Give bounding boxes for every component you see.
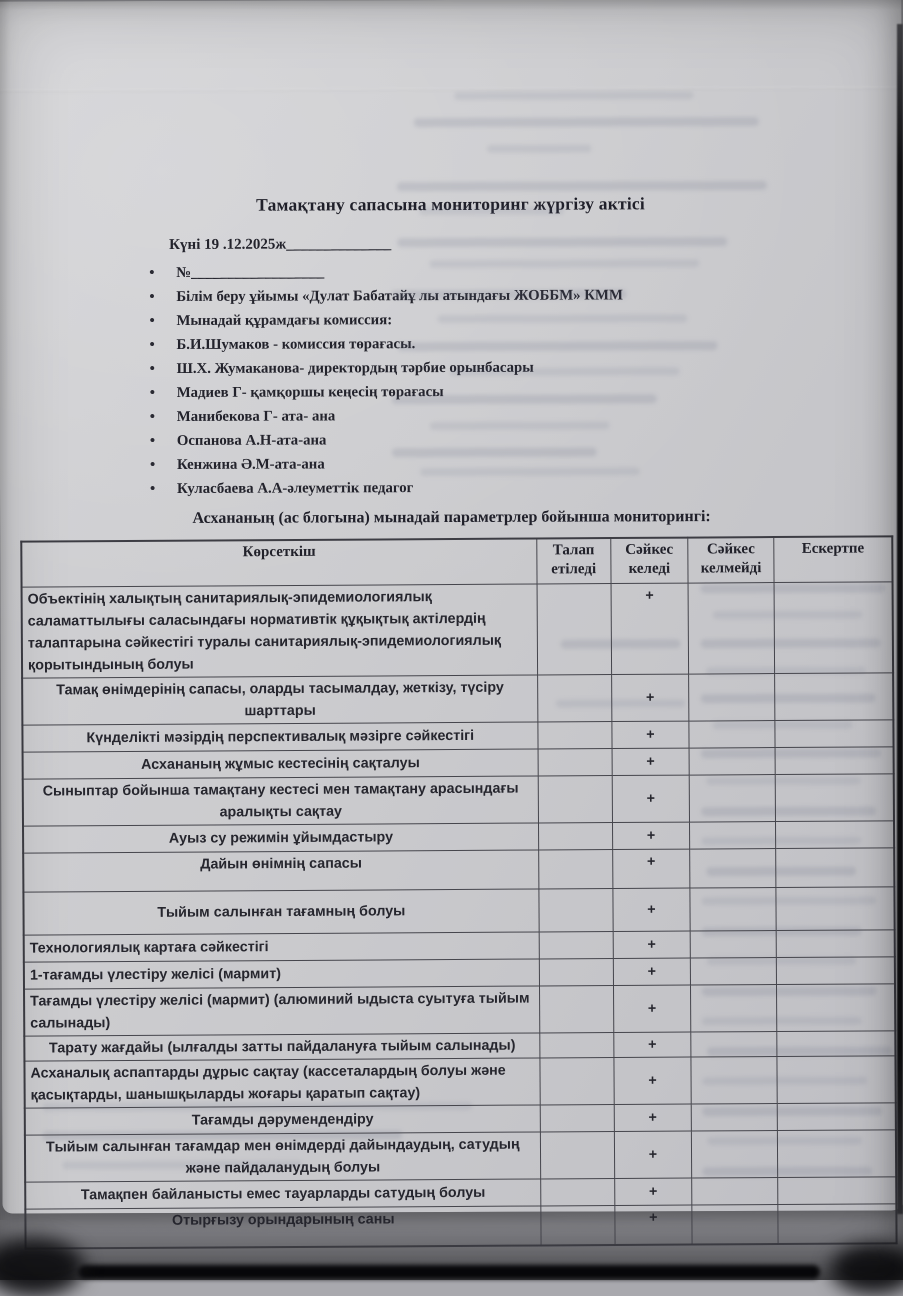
cell-not-conforms: [692, 1178, 778, 1206]
cell-indicator: Тағамды дәрумендендіру: [25, 1105, 540, 1135]
cell-not-conforms: [690, 958, 776, 986]
bleedthrough-artifact: [397, 181, 767, 191]
table-row: [23, 774, 894, 826]
cell-conforms: +: [612, 849, 689, 888]
table-row: [23, 887, 894, 935]
bullet-icon: •: [149, 385, 155, 402]
cell-indicator: Тыйым салынған тағамдар мен өнімдерді дайындаудың, сатудың және пайдаланудың болуы: [25, 1132, 540, 1182]
cell-not-conforms: [691, 1032, 777, 1058]
table-row: [24, 984, 895, 1036]
cell-required: [540, 1132, 614, 1179]
list-item: [149, 258, 902, 285]
cell-indicator: Тарату жағдайы (ылғалды затты пайдалануға тыйым салынады): [24, 1033, 539, 1061]
cell-required: [539, 1033, 613, 1058]
cell-note: [776, 887, 895, 931]
list-item: [149, 282, 902, 309]
column-header-not-conforms: Сәйкес келмейді: [688, 537, 774, 583]
cell-required: [538, 722, 612, 749]
bullet-icon: •: [149, 457, 156, 474]
list-item-text: Оспанова А.Н-ата-ана: [176, 432, 327, 449]
list-item-text: Ш.Х. Жумаканова- директордың тәрбие орынбасары: [176, 359, 534, 377]
cell-note: [777, 1056, 896, 1104]
list-item-text: Кенжина Ә.М-ата-ана: [176, 456, 325, 473]
cell-note: [776, 848, 895, 888]
table-header-row: [21, 536, 892, 587]
cell-indicator: 1-тағамды үлестіру желісі (мармит): [24, 959, 539, 989]
cell-required: [538, 823, 612, 850]
bullet-icon: •: [149, 337, 155, 354]
cell-required: [538, 749, 612, 776]
cell-required: [539, 932, 613, 959]
cell-indicator: Отырғызу орындарының саны: [25, 1206, 540, 1249]
cell-required: [540, 1179, 614, 1206]
list-item: [150, 450, 903, 477]
cell-conforms: +: [615, 1205, 692, 1245]
cell-not-conforms: [689, 674, 775, 722]
list-item-text: №__________________: [176, 264, 325, 281]
cell-indicator: Тамақпен байланысты емес тауарларды сатудың болуы: [25, 1179, 540, 1209]
list-item: [150, 378, 903, 405]
bleedthrough-artifact: [414, 117, 759, 127]
cell-conforms: +: [613, 931, 690, 958]
cell-conforms: +: [611, 583, 689, 674]
cell-not-conforms: [691, 1131, 777, 1179]
bullet-icon: •: [149, 481, 156, 498]
list-item-text: Мынадай құрамдағы комиссия:: [176, 312, 393, 329]
table-row: [22, 582, 894, 678]
bullet-icon: •: [149, 289, 155, 306]
cell-conforms: +: [615, 1178, 692, 1205]
cell-required: [540, 1105, 614, 1132]
cell-note: [774, 582, 893, 674]
table-row: [24, 1056, 895, 1108]
bullet-icon: •: [149, 313, 155, 330]
cell-required: [539, 959, 613, 986]
cell-conforms: +: [614, 1104, 691, 1131]
cell-conforms: +: [614, 1057, 691, 1104]
cell-indicator: Күнделікті мәзірдің перспективалық мәзірге сәйкестігі: [22, 722, 537, 752]
cell-note: [775, 720, 893, 748]
cell-required: [541, 1206, 615, 1246]
cell-not-conforms: [689, 775, 775, 823]
list-item-text: Мадиев Г- қамқоршы кеңесің төрағасы: [176, 384, 444, 401]
date-line: Күні 19 .12.2025ж______________: [169, 236, 392, 253]
bottom-edge-artifact: [78, 1265, 820, 1279]
list-item: [149, 330, 902, 357]
cell-indicator: Тамақ өнімдерінің сапасы, оларды тасымалдау, жеткізу, түсіру шарттары: [22, 675, 537, 725]
cell-not-conforms: [690, 985, 776, 1033]
bullet-icon: •: [149, 361, 155, 378]
table-row: [23, 848, 894, 892]
cell-conforms: +: [612, 748, 689, 775]
cell-not-conforms: [691, 1104, 777, 1132]
column-header-conforms: Сәйкес келеді: [611, 538, 688, 584]
list-item-text: Б.И.Шумаков - комиссия төрағасы.: [176, 336, 416, 353]
cell-indicator: Дайын өнімнің сапасы: [23, 850, 538, 892]
paper-crease: [0, 86, 902, 92]
section-subtitle: Асхананың (ас блогына) мынадай параметрлер бойынша мониторингі:: [192, 508, 711, 527]
cell-note: [778, 1130, 897, 1178]
cell-conforms: +: [612, 822, 689, 849]
bleedthrough-artifact: [454, 91, 694, 100]
cell-not-conforms: [689, 748, 775, 776]
list-item: [150, 402, 903, 429]
cell-note: [777, 1031, 895, 1057]
cell-note: [775, 747, 893, 775]
cell-indicator: Асхананың жұмыс кестесінің сақталуы: [23, 749, 538, 779]
cell-not-conforms: [692, 1205, 778, 1245]
list-item-text: Білім беру ұйымы «Дулат Бабатайұ лы атындағы ЖОББМ» КММ: [176, 287, 623, 305]
cell-not-conforms: [690, 931, 776, 959]
cell-required: [538, 776, 612, 823]
cell-indicator: Объектінің халықтың санитариялық-эпидемиологиялық саламаттылығы саласындағы нормативтік құқықтық актілердің талаптарына сәйкестігі туралы санитариялық-эпидемиологиялық қорытындының болуы: [22, 584, 538, 678]
column-header-required: Талап етіледі: [536, 538, 610, 584]
cell-indicator: Тағамды үлестіру желісі (мармит) (алюминий ыдыста суытуға тыйым салынады): [24, 986, 539, 1036]
cell-not-conforms: [690, 849, 776, 889]
cell-not-conforms: [690, 888, 776, 932]
bottom-right-corner-shadow: [831, 1244, 903, 1294]
list-item-text: Куласбаева А.А-әлеуметтік педагог: [176, 480, 414, 497]
top-edge-shadow: [0, 0, 903, 10]
cell-note: [775, 673, 894, 721]
cell-note: [778, 1204, 897, 1244]
cell-note: [777, 957, 895, 985]
bullet-icon: •: [149, 409, 156, 426]
bullet-icon: •: [149, 265, 155, 282]
cell-not-conforms: [689, 721, 775, 749]
cell-indicator: Тыйым салынған тағамның болуы: [23, 889, 538, 935]
monitoring-table: [20, 535, 897, 1249]
table-row: [25, 1204, 896, 1249]
bullet-icon: •: [149, 433, 156, 450]
cell-indicator: Технологиялық картаға сәйкестігі: [24, 932, 539, 962]
cell-required: [537, 675, 611, 722]
table-row: [22, 673, 893, 725]
cell-required: [539, 986, 613, 1033]
list-item-text: Манибекова Г- ата- ана: [176, 408, 336, 425]
cell-not-conforms: [688, 583, 775, 675]
column-header-note: Ескертпе: [774, 536, 893, 582]
cell-conforms: +: [612, 775, 689, 822]
cell-conforms: +: [613, 985, 690, 1032]
cell-conforms: +: [614, 1131, 691, 1178]
cell-indicator: Ауыз су режимін ұйымдастыру: [23, 823, 538, 853]
cell-note: [778, 1177, 896, 1205]
column-header-indicator: Көрсеткіш: [21, 538, 536, 587]
left-edge-shadow: [0, 0, 10, 1220]
right-edge-artifact: [897, 24, 903, 1214]
table-row: [25, 1130, 896, 1182]
cell-required: [540, 1058, 614, 1105]
commission-list: [0, 258, 903, 501]
cell-required: [538, 850, 612, 889]
list-item: [150, 426, 903, 453]
cell-not-conforms: [691, 1057, 777, 1105]
cell-note: [776, 930, 894, 958]
cell-conforms: +: [612, 721, 689, 748]
cell-note: [776, 821, 894, 849]
table-body: [22, 582, 897, 1249]
bleedthrough-artifact: [487, 145, 592, 153]
cell-note: [777, 1103, 895, 1131]
cell-required: [539, 889, 613, 932]
cell-conforms: +: [611, 674, 688, 721]
cell-conforms: +: [614, 1032, 691, 1057]
cell-conforms: +: [613, 958, 690, 985]
cell-not-conforms: [689, 822, 775, 850]
list-item: [150, 474, 903, 501]
cell-indicator: Асханалық аспаптарды дұрыс сақтау (кассеталардың болуы және қасықтарды, шанышқыларды жоғары қаратып сақтау): [24, 1058, 539, 1108]
cell-required: [537, 584, 612, 675]
list-item: [150, 354, 903, 381]
page-title: Тамақтану сапасына мониторинг жүргізу актісі: [256, 193, 645, 215]
cell-conforms: +: [613, 888, 690, 931]
cell-note: [775, 774, 894, 822]
cell-indicator: Сыныптар бойынша тамақтану кестесі мен тамақтану арасындағы аралықты сақтау: [23, 776, 538, 826]
cell-note: [777, 984, 896, 1032]
list-item: [149, 306, 902, 333]
